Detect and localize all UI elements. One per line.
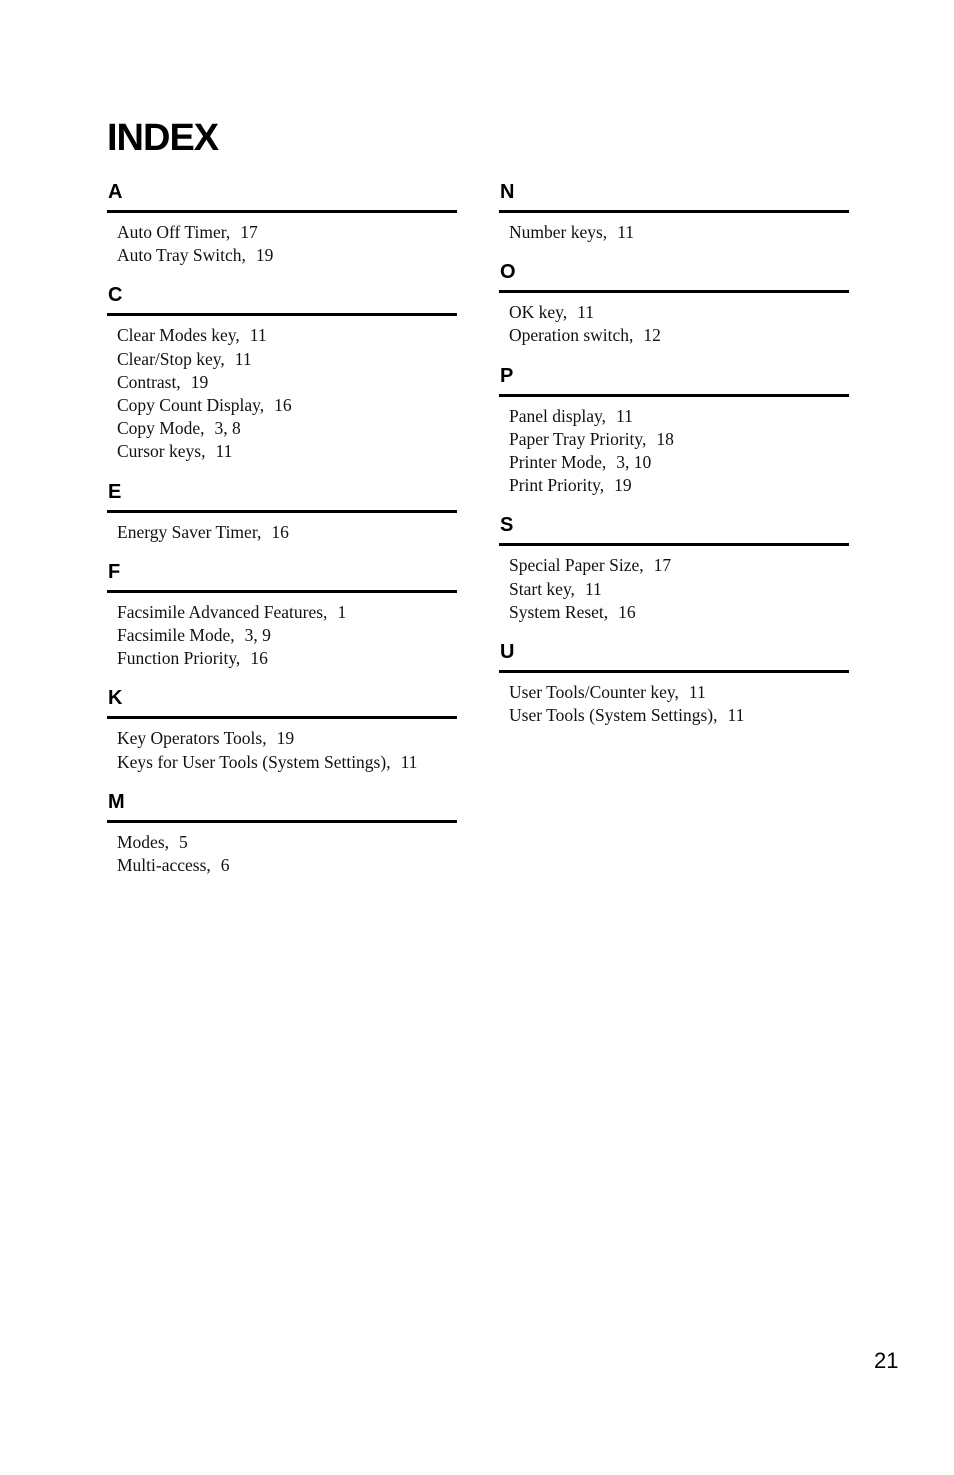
entry-term: OK key, <box>509 302 568 323</box>
index-entry <box>509 601 849 624</box>
entry-term: Paper Tray Priority, <box>509 428 647 449</box>
entry-page-link[interactable]: 17 <box>653 555 672 576</box>
entry-term: System Reset, <box>509 601 609 622</box>
entry-page-link[interactable]: 18 <box>656 428 674 449</box>
section-letter: K <box>107 684 457 719</box>
entry-term: Key Operators Tools, <box>117 728 267 749</box>
entry-term: Print Priority, <box>509 475 605 496</box>
entry-term: Panel display, <box>509 405 607 426</box>
index-entry <box>117 727 457 750</box>
index-entry <box>509 578 849 601</box>
entry-term: Auto Off Timer, <box>117 222 231 242</box>
index-entries <box>499 546 849 624</box>
index-section-a <box>107 178 457 267</box>
entry-page-link[interactable]: 12 <box>643 325 661 346</box>
index-entry <box>117 854 457 877</box>
entry-page-link[interactable]: 19 <box>614 475 632 496</box>
entry-page-link[interactable]: 11 <box>584 578 602 599</box>
index-entry <box>117 624 457 647</box>
entry-page-link[interactable]: 16 <box>250 648 268 669</box>
entry-term: Number keys, <box>509 222 608 242</box>
section-letter: O <box>499 258 849 293</box>
section-letter: M <box>107 788 457 823</box>
page-number: 21 <box>874 1348 899 1373</box>
entry-page-link[interactable]: 3, 9 <box>244 625 271 646</box>
index-section-u <box>499 638 849 727</box>
index-section-n <box>499 178 849 244</box>
index-entry <box>117 221 457 244</box>
index-section-p <box>499 362 849 498</box>
entry-term: Energy Saver Timer, <box>117 521 262 542</box>
index-entry <box>509 474 849 497</box>
index-entry <box>509 681 849 704</box>
entry-term: Keys for User Tools (System Settings), <box>117 751 391 772</box>
entry-page-link[interactable]: 19 <box>190 371 209 392</box>
entry-page-link[interactable]: 5 <box>179 831 188 852</box>
entry-page-link[interactable]: 16 <box>618 601 636 622</box>
section-letter: P <box>499 362 849 397</box>
entry-page-link[interactable]: 3, 8 <box>214 418 241 439</box>
entry-page-link[interactable]: 3, 10 <box>616 452 652 473</box>
index-entry <box>117 751 457 774</box>
entry-term: Clear Modes key, <box>117 325 240 346</box>
index-entry <box>117 394 457 417</box>
entry-page-link[interactable]: 11 <box>727 705 745 726</box>
index-section-e <box>107 478 457 544</box>
index-section-c <box>107 281 457 463</box>
index-section-s <box>499 511 849 624</box>
index-entries <box>107 823 457 877</box>
entry-term: Modes, <box>117 831 170 852</box>
section-letter: C <box>107 281 457 316</box>
index-section-o <box>499 258 849 347</box>
entry-term: Start key, <box>509 578 575 599</box>
section-letter: A <box>107 178 457 213</box>
entry-page-link[interactable]: 6 <box>220 855 230 876</box>
index-entry <box>117 831 457 854</box>
section-letter: U <box>499 638 849 673</box>
entry-page-link[interactable]: 19 <box>276 728 295 749</box>
entry-term: Multi-access, <box>117 855 211 876</box>
index-entries <box>499 397 849 498</box>
index-entry <box>117 324 457 347</box>
index-entries <box>499 293 849 347</box>
index-entries <box>499 213 849 244</box>
entry-term: Contrast, <box>117 371 181 392</box>
entry-page-link[interactable]: 16 <box>274 395 292 416</box>
entry-term: User Tools (System Settings), <box>509 705 718 726</box>
entry-term: User Tools/Counter key, <box>509 682 679 703</box>
index-entry <box>509 405 849 428</box>
index-entries <box>107 719 457 773</box>
entry-term: Facsimile Mode, <box>117 625 235 646</box>
index-entry <box>509 221 849 244</box>
entry-page-link[interactable]: 1 <box>337 601 347 622</box>
entry-term: Special Paper Size, <box>509 555 644 576</box>
index-entry <box>117 348 457 371</box>
index-entry <box>117 244 457 267</box>
entry-page-link[interactable]: 11 <box>234 348 252 369</box>
entry-term: Facsimile Advanced Features, <box>117 601 328 622</box>
index-entry <box>117 440 457 463</box>
index-entry <box>509 324 849 347</box>
entry-page-link[interactable]: 16 <box>271 521 289 542</box>
section-letter: F <box>107 558 457 593</box>
entry-term: Clear/Stop key, <box>117 348 225 369</box>
entry-page-link[interactable]: 11 <box>577 302 595 323</box>
section-letter: E <box>107 478 457 513</box>
entry-term: Operation switch, <box>509 325 634 346</box>
index-entry <box>509 301 849 324</box>
index-entry <box>117 371 457 394</box>
entry-page-link[interactable]: 11 <box>617 222 635 242</box>
index-section-m <box>107 788 457 877</box>
index-entry <box>509 554 849 577</box>
page-title: INDEX <box>107 117 219 159</box>
entry-term: Printer Mode, <box>509 452 607 473</box>
entry-term: Function Priority, <box>117 648 241 669</box>
entry-term: Copy Mode, <box>117 418 205 439</box>
index-entries <box>107 213 457 267</box>
index-column-right <box>499 178 849 741</box>
entry-page-link[interactable]: 11 <box>249 325 267 346</box>
index-section-k <box>107 684 457 773</box>
index-entry <box>509 704 849 727</box>
entry-page-link[interactable]: 11 <box>215 441 233 462</box>
entry-page-link[interactable]: 11 <box>400 751 418 772</box>
entry-page-link[interactable]: 11 <box>616 405 633 426</box>
index-entry <box>509 428 849 451</box>
entry-term: Auto Tray Switch, <box>117 245 246 266</box>
entry-page-link[interactable]: 17 <box>240 222 258 242</box>
section-letter: S <box>499 511 849 546</box>
index-column-left <box>107 178 457 891</box>
index-entry <box>509 451 849 474</box>
index-entries <box>107 316 457 463</box>
entry-term: Copy Count Display, <box>117 395 265 416</box>
index-entry <box>117 647 457 670</box>
entry-term: Cursor keys, <box>117 441 206 462</box>
section-letter: N <box>499 178 849 213</box>
entry-page-link[interactable]: 11 <box>688 682 706 703</box>
index-entry <box>117 521 457 544</box>
index-entry <box>117 417 457 440</box>
index-entries <box>107 513 457 544</box>
entry-page-link[interactable]: 19 <box>255 245 274 266</box>
index-section-f <box>107 558 457 671</box>
index-entries <box>107 593 457 671</box>
index-entry <box>117 601 457 624</box>
index-entries <box>499 673 849 727</box>
